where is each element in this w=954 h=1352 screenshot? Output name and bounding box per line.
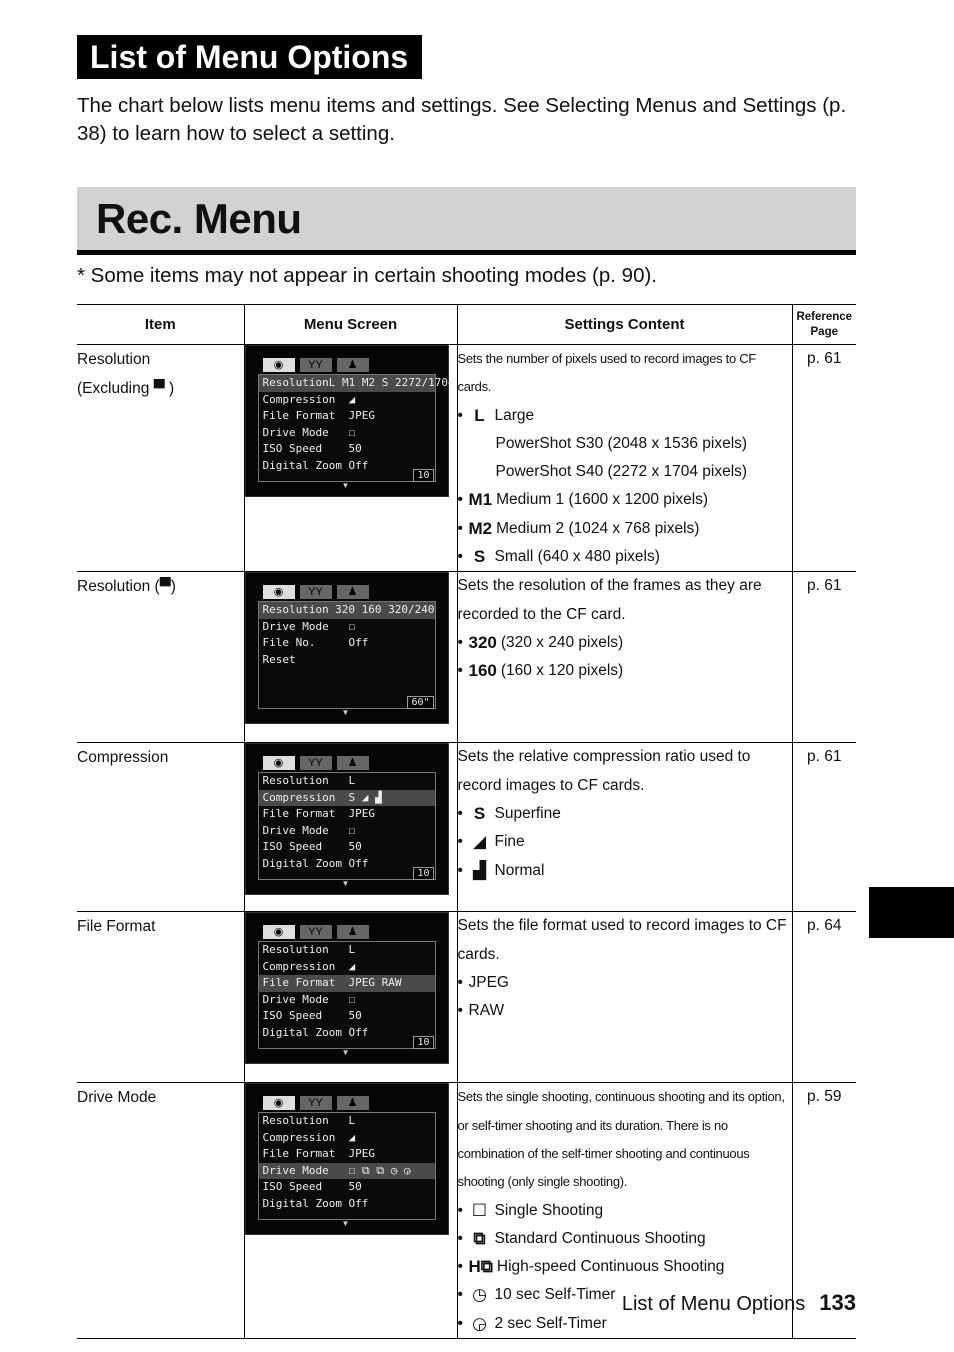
setting-option	[458, 997, 792, 1025]
option-icon: M2	[468, 518, 493, 538]
lcd-row-key: ISO Speed	[262, 1180, 323, 1194]
person-icon: ♟	[337, 925, 369, 939]
lcd-row-key: Resolution	[262, 603, 329, 617]
lcd-row-value: 50	[348, 442, 362, 455]
lcd-menu-row	[259, 839, 435, 856]
setting-option	[458, 1197, 792, 1225]
shot-count: 60"	[407, 696, 433, 709]
table-row	[77, 572, 856, 743]
lcd-menu-row	[259, 619, 435, 636]
rec-menu-title: Rec. Menu	[96, 195, 302, 242]
scroll-down-arrow-icon: ▼	[341, 879, 350, 889]
option-label: 2 sec Self-Timer	[494, 1314, 607, 1332]
person-icon: ♟	[337, 1096, 369, 1110]
option-icon: ▟	[472, 860, 487, 880]
rec-menu-banner	[77, 187, 856, 255]
lcd-menu-window	[258, 374, 455, 482]
shot-count: 10	[413, 469, 433, 482]
lcd-row-value: L M1 M2 S 2272/1704	[328, 376, 455, 389]
bullet: •	[457, 1286, 463, 1304]
lcd-row-key: Digital Zoom	[262, 1025, 342, 1039]
option-label: Medium 1 (1600 x 1200 pixels)	[496, 491, 709, 509]
option-icon: 320	[468, 632, 497, 652]
lcd-row-value: ◢	[348, 392, 356, 406]
bullet: •	[457, 662, 463, 680]
option-icon: L	[474, 405, 485, 425]
lcd-menu-row	[259, 1113, 435, 1130]
lcd-row-key: Drive Mode	[262, 823, 329, 837]
tools-icon: ΥΥ	[300, 756, 332, 770]
option-label: PowerShot S30 (2048 x 1536 pixels)	[495, 434, 748, 452]
lcd-row-key: Compression	[262, 392, 336, 406]
lcd-row-value: ☐	[348, 823, 356, 837]
lcd-menu-screenshot	[245, 572, 449, 724]
lcd-row-value: 50	[348, 1180, 362, 1194]
lcd-menu-row	[259, 1196, 435, 1213]
lcd-row-value: Off	[348, 856, 369, 870]
lcd-menu-row	[259, 823, 435, 840]
item-name: Resolution	[77, 351, 151, 368]
item-name: Compression	[77, 749, 169, 767]
lcd-row-value: L	[348, 943, 356, 957]
setting-description: Sets the number of pixels used to record images to CF cards.	[457, 351, 756, 395]
lcd-menu-window	[258, 1112, 436, 1220]
lcd-menu-row	[259, 458, 435, 475]
lcd-row-value: JPEG	[348, 807, 375, 821]
option-label: Large	[494, 406, 535, 424]
lcd-row-key: Compression	[262, 790, 336, 804]
reference-page: p. 64	[792, 912, 856, 1083]
lcd-menu-screenshot	[245, 345, 455, 497]
option-label: Medium 2 (1024 x 768 pixels)	[496, 519, 700, 537]
camera-icon: ◉	[263, 925, 295, 939]
setting-option	[458, 543, 792, 571]
camera-icon: ◉	[263, 358, 295, 372]
lcd-row-value: 50	[348, 1009, 362, 1023]
rec-menu-table	[77, 304, 856, 1339]
lcd-row-key: File Format	[262, 1147, 336, 1161]
lcd-row-key: ISO Speed	[262, 840, 323, 854]
item-name: Resolution (	[77, 578, 160, 596]
lcd-menu-window	[258, 601, 436, 709]
person-icon: ♟	[337, 358, 369, 372]
lcd-menu-row	[259, 1025, 435, 1042]
tools-icon: ΥΥ	[300, 585, 332, 599]
lcd-row-value: JPEG RAW	[348, 976, 402, 990]
lcd-row-value: ◢	[348, 959, 356, 973]
reference-page: p. 61	[792, 345, 856, 572]
lcd-row-value: S ◢ ▟	[348, 790, 382, 804]
menu-screen-cell	[244, 345, 457, 572]
lcd-menu-screenshot	[245, 912, 449, 1064]
lcd-row-value: Off	[348, 1025, 369, 1039]
lcd-row-key: File Format	[262, 409, 336, 422]
lcd-menu-row	[259, 856, 435, 873]
lcd-menu-row	[259, 959, 435, 976]
lcd-menu-row	[259, 975, 435, 992]
scroll-down-arrow-icon: ▼	[341, 1048, 350, 1058]
option-label: PowerShot S40 (2272 x 1704 pixels)	[495, 463, 748, 481]
option-icon: S	[473, 547, 486, 567]
item-sub: (Excluding	[77, 380, 154, 397]
tools-icon: ΥΥ	[300, 925, 332, 939]
option-label: Superfine	[494, 804, 561, 822]
item-name: Drive Mode	[77, 1089, 157, 1107]
option-label: High-speed Continuous Shooting	[496, 1258, 725, 1276]
settings-content-cell	[457, 345, 792, 572]
lcd-row-key: Drive Mode	[262, 992, 329, 1006]
lcd-menu-row	[259, 773, 435, 790]
lcd-menu-row	[259, 375, 455, 392]
lcd-row-key: Resolution	[262, 943, 329, 957]
lcd-menu-row	[259, 408, 435, 425]
lcd-menu-row	[259, 441, 435, 458]
option-icon: ◷	[472, 1285, 487, 1305]
bullet: •	[457, 1201, 463, 1219]
option-label: (160 x 120 pixels)	[500, 662, 624, 680]
page-footer	[622, 1290, 856, 1316]
lcd-menu-window	[258, 941, 436, 1049]
reference-page: p. 59	[792, 1083, 856, 1339]
settings-content-cell	[457, 912, 792, 1083]
setting-option	[458, 857, 792, 885]
movie-icon: ▀	[153, 380, 165, 397]
header-menu-screen: Menu Screen	[244, 305, 457, 345]
setting-option	[458, 515, 792, 543]
lcd-row-value: JPEG	[348, 409, 375, 422]
table-row	[77, 345, 856, 572]
menu-screen-cell	[244, 572, 457, 743]
lcd-row-key: File Format	[262, 976, 336, 990]
setting-option	[458, 402, 792, 430]
bullet: •	[457, 519, 463, 537]
lcd-row-key: Resolution	[262, 774, 329, 788]
setting-option	[458, 969, 792, 997]
item-name-end: )	[170, 578, 176, 596]
setting-option	[458, 629, 792, 657]
setting-option	[458, 657, 792, 685]
lcd-row-value: ☐ ⧉ ⧉ ◷ ◶	[348, 1163, 411, 1177]
table-header-row	[77, 305, 856, 345]
scroll-down-arrow-icon: ▼	[341, 1219, 350, 1229]
lcd-menu-row	[259, 806, 435, 823]
lcd-row-key: Digital Zoom	[262, 1196, 342, 1210]
bullet: •	[457, 1314, 463, 1332]
bullet: •	[457, 861, 463, 879]
bullet: •	[457, 833, 463, 851]
item-sub-end: )	[164, 380, 175, 397]
bullet: •	[457, 406, 463, 424]
lcd-menu-row	[259, 1146, 435, 1163]
lcd-row-value: ☐	[348, 992, 356, 1006]
table-row	[77, 912, 856, 1083]
item-name: File Format	[77, 918, 156, 936]
lcd-menu-row	[259, 942, 435, 959]
setting-option	[458, 828, 792, 856]
bullet: •	[457, 973, 463, 991]
option-icon: M1	[468, 490, 493, 510]
setting-description: Sets the single shooting, continuous shooting and its option, or self-timer shooting and its duration. There is no combination of the self-timer shooting and continuous shooting (only single shooting).	[457, 1089, 785, 1190]
setting-option	[458, 458, 792, 486]
lcd-menu-row	[259, 1179, 435, 1196]
lcd-row-value: ◢	[348, 1130, 356, 1144]
lcd-menu-window	[258, 772, 436, 880]
settings-content-cell	[457, 572, 792, 743]
item-cell	[77, 743, 244, 912]
page-number: 133	[819, 1290, 856, 1315]
lcd-row-value: ☐	[348, 425, 356, 439]
lcd-row-value: JPEG	[348, 1147, 375, 1161]
header-item: Item	[77, 305, 244, 345]
header-ref-line2: Page	[810, 325, 838, 338]
lcd-menu-row	[259, 992, 435, 1009]
header-settings-content: Settings Content	[457, 305, 792, 345]
option-icon: 160	[468, 661, 497, 681]
lcd-row-value: ☐	[348, 619, 356, 633]
lcd-menu-row	[259, 635, 435, 666]
item-cell	[77, 572, 244, 743]
option-label: (320 x 240 pixels)	[500, 633, 624, 651]
lcd-menu-row	[259, 392, 435, 409]
option-label: Single Shooting	[494, 1201, 604, 1219]
footer-label: List of Menu Options	[621, 1293, 806, 1315]
lcd-row-value: Off	[348, 636, 369, 650]
lcd-row-value: 50	[348, 840, 362, 854]
lcd-row-key: Compression	[262, 1130, 336, 1144]
camera-icon: ◉	[263, 585, 295, 599]
option-icon: ◢	[472, 832, 487, 852]
option-label: JPEG	[468, 973, 509, 991]
lcd-menu-screenshot	[245, 743, 449, 895]
shot-count: 10	[413, 1036, 433, 1049]
bullet: •	[457, 1229, 463, 1247]
lcd-row-value: L	[348, 774, 356, 788]
header-reference-page	[792, 305, 856, 345]
lcd-row-key: File No. Reset	[262, 636, 316, 666]
menu-screen-cell	[244, 1083, 457, 1339]
scroll-down-arrow-icon: ▼	[341, 481, 350, 490]
setting-option	[458, 430, 792, 458]
lcd-row-key: Drive Mode	[262, 425, 329, 439]
lcd-menu-screenshot	[245, 1083, 449, 1235]
setting-description: Sets the relative compression ratio used to record images to CF cards.	[457, 748, 751, 794]
option-label: Standard Continuous Shooting	[494, 1229, 706, 1247]
intro-text: The chart below lists menu items and settings. See Selecting Menus and Settings (p. 38) to learn how to select a setting.	[77, 94, 847, 145]
person-icon: ♟	[337, 756, 369, 770]
option-label: 10 sec Self-Timer	[494, 1286, 616, 1304]
lcd-menu-row	[259, 602, 435, 619]
lcd-row-key: Digital Zoom	[262, 856, 342, 870]
shooting-mode-note: * Some items may not appear in certain shooting modes (p. 90).	[77, 264, 657, 287]
lcd-row-key: Resolution	[262, 1114, 329, 1128]
bullet: •	[457, 491, 463, 509]
option-icon: H⧉	[468, 1257, 493, 1277]
option-label: Normal	[494, 861, 545, 879]
lcd-menu-row	[259, 1130, 435, 1147]
lcd-menu-row	[259, 1008, 435, 1025]
bullet: •	[457, 548, 463, 566]
scroll-down-arrow-icon: ▼	[341, 708, 350, 718]
lcd-row-key: ISO Speed	[262, 1009, 323, 1023]
lcd-menu-row	[259, 425, 435, 442]
option-label: Fine	[494, 833, 525, 851]
lcd-row-key: Digital Zoom	[262, 458, 342, 472]
setting-description: Sets the resolution of the frames as they are recorded to the CF card.	[457, 577, 762, 623]
header-ref-line1: Reference	[796, 310, 853, 323]
person-icon: ♟	[337, 585, 369, 599]
section-title: List of Menu Options	[77, 35, 422, 79]
lcd-row-value: Off	[348, 1196, 369, 1210]
lcd-menu-row	[259, 790, 435, 807]
tools-icon: ΥΥ	[300, 1096, 332, 1110]
lcd-row-value: 320 160 320/240	[335, 603, 435, 617]
lcd-row-key: ISO Speed	[262, 442, 323, 455]
option-icon: ☐	[471, 1200, 488, 1220]
movie-icon: ▀	[159, 578, 171, 596]
option-icon: ◶	[472, 1313, 487, 1333]
camera-icon: ◉	[263, 1096, 295, 1110]
lcd-row-key: Resolution	[262, 376, 329, 389]
table-row	[77, 743, 856, 912]
bullet: •	[457, 633, 463, 651]
tools-icon: ΥΥ	[300, 358, 332, 372]
lcd-row-key: Drive Mode	[262, 1163, 329, 1177]
lcd-row-value: L	[348, 1114, 356, 1128]
shot-count: 10	[413, 867, 433, 880]
lcd-row-value: Off	[348, 458, 369, 472]
lcd-menu-row	[259, 1163, 435, 1180]
item-cell	[77, 912, 244, 1083]
option-label: Small (640 x 480 pixels)	[494, 548, 660, 566]
lcd-row-key: Compression	[262, 959, 336, 973]
menu-screen-cell	[244, 912, 457, 1083]
settings-content-cell	[457, 743, 792, 912]
reference-page: p. 61	[792, 572, 856, 743]
reference-page: p. 61	[792, 743, 856, 912]
bullet: •	[457, 804, 463, 822]
option-icon: S	[473, 803, 486, 823]
setting-option	[458, 1253, 792, 1281]
option-icon: ⧉	[473, 1228, 486, 1248]
item-cell	[77, 1083, 244, 1339]
camera-icon: ◉	[263, 756, 295, 770]
setting-description: Sets the file format used to record images to CF cards.	[457, 917, 787, 963]
setting-option	[458, 1225, 792, 1253]
item-cell	[77, 345, 244, 572]
chapter-tab	[869, 887, 954, 938]
bullet: •	[457, 1002, 463, 1020]
option-label: RAW	[468, 1002, 505, 1020]
menu-screen-cell	[244, 743, 457, 912]
setting-option	[458, 800, 792, 828]
setting-option	[458, 486, 792, 514]
lcd-row-key: Drive Mode	[262, 619, 329, 633]
bullet: •	[457, 1258, 463, 1276]
lcd-row-key: File Format	[262, 807, 336, 821]
